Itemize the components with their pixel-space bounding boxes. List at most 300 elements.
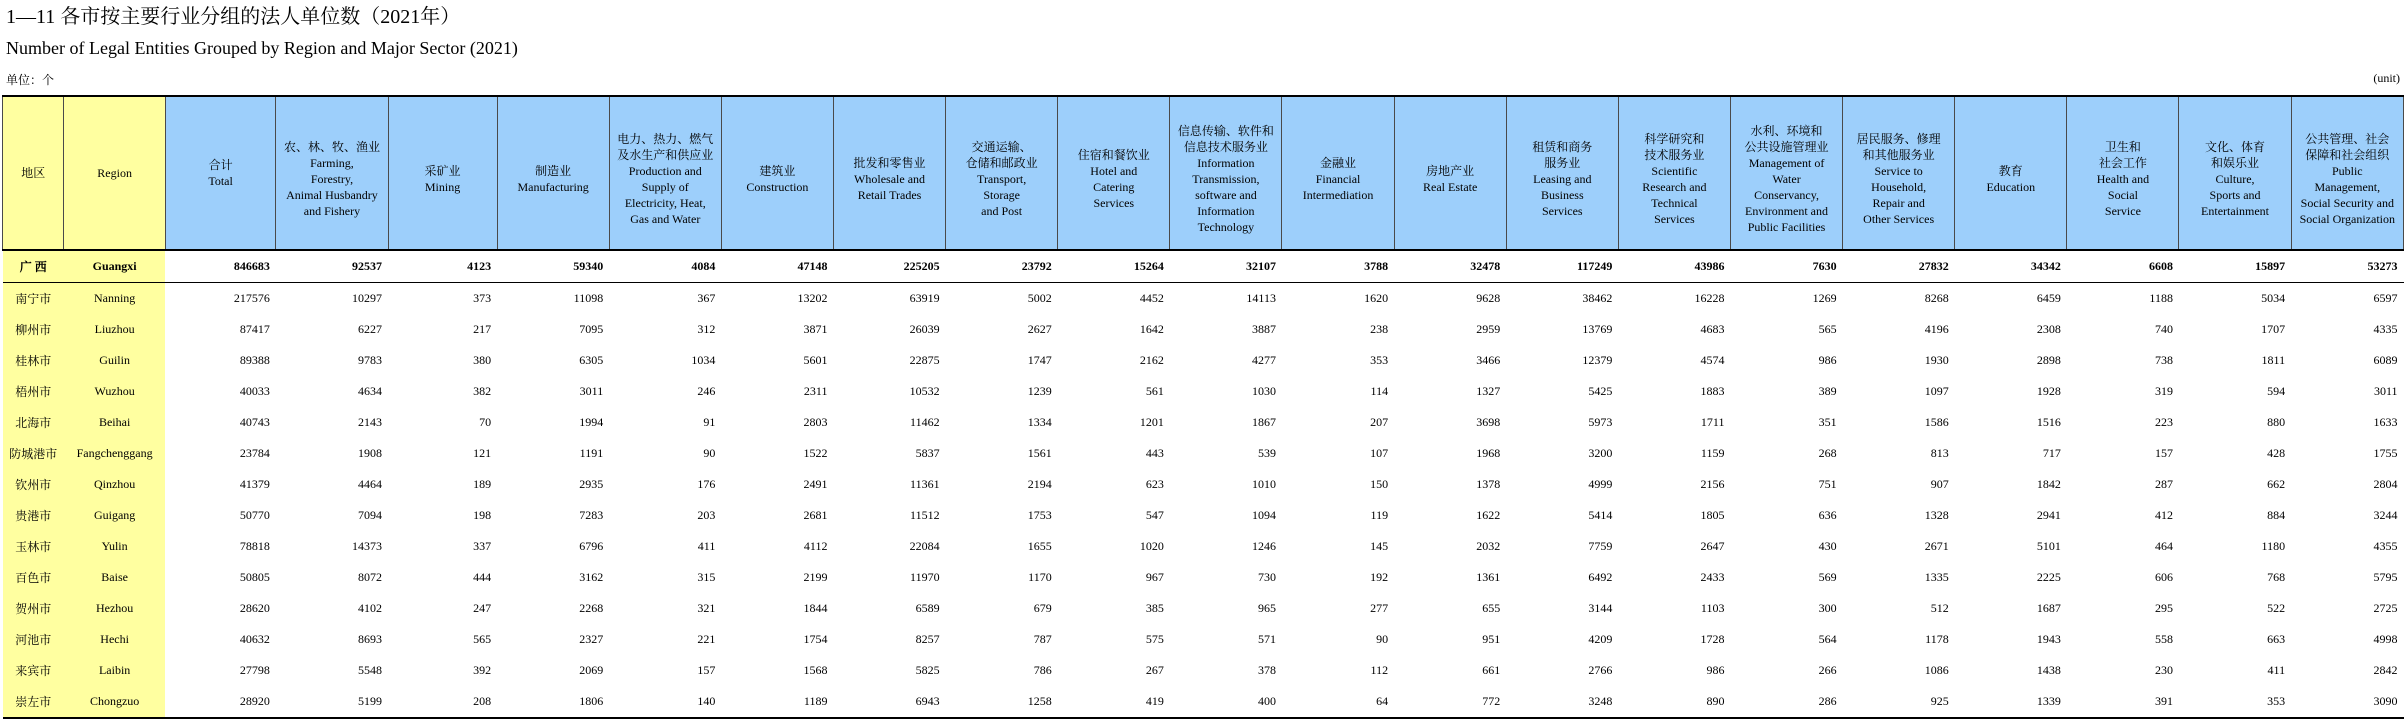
column-header-10 [1282,96,1394,250]
value-cell: 385 [1145,601,1164,615]
value-cell: 198 [473,508,492,522]
value-cell: 3011 [2373,384,2398,398]
value-cell: 655 [1482,601,1501,615]
value-cell: 5795 [2373,570,2398,584]
column-header-line: 信息传输、软件和 [1177,124,1274,138]
value-cell: 7283 [579,508,604,522]
value-cell: 786 [1033,663,1052,677]
value-cell: 5601 [803,353,828,367]
column-header-line: Hotel and [1090,164,1138,178]
column-header-3 [497,96,609,250]
column-header-line: Conservancy, [1754,188,1819,202]
value-cell: 223 [2154,415,2173,429]
value-cell: 6943 [833,686,945,718]
column-header-line: Culture, [2215,172,2255,186]
value-cell: 8072 [358,570,383,584]
value-cell: 203 [697,508,716,522]
value-cell: 217576 [233,291,270,305]
value-cell: 373 [473,291,492,305]
column-header-line: Service [2104,204,2141,218]
value-cell: 3200 [1588,446,1613,460]
value-cell: 2941 [2036,508,2061,522]
value-cell: 3871 [803,322,828,336]
table-row [3,283,2404,315]
value-cell: 1968 [1476,446,1501,460]
column-header-line: Management of [1748,156,1825,170]
value-cell: 34342 [1955,250,2067,283]
value-cell: 114 [1370,384,1389,398]
value-cell: 13769 [1582,322,1613,336]
column-header-line: Real Estate [1423,180,1478,194]
column-header-line: Business [1540,188,1584,202]
value-cell: 6459 [2036,291,2061,305]
value-cell: 64 [1282,686,1394,718]
column-header-12 [1506,96,1618,250]
value-cell: 4112 [803,539,828,553]
value-cell: 1239 [1027,384,1052,398]
value-cell: 661 [1482,663,1501,677]
value-cell: 1189 [721,686,833,718]
table-row [3,438,2404,469]
region-name-cn: 河池市 [3,624,64,655]
value-cell: 1335 [1924,570,1949,584]
column-header-line: 制造业 [535,164,572,178]
value-cell: 1170 [1028,570,1052,584]
value-cell: 564 [1818,632,1837,646]
value-cell: 1753 [1027,508,1052,522]
region-name-en: Guigang [64,500,165,531]
column-header-line: Services [1541,204,1583,218]
value-cell: 419 [1058,686,1170,718]
value-cell: 287 [2154,477,2173,491]
value-cell: 7759 [1588,539,1613,553]
value-cell: 267 [1145,663,1164,677]
value-cell: 351 [1818,415,1837,429]
value-cell: 986 [1706,663,1725,677]
column-header-line: 电力、热力、燃气 [617,132,714,146]
value-cell: 40033 [239,384,270,398]
value-cell: 11512 [910,508,940,522]
value-cell: 813 [1930,446,1949,460]
value-cell: 2311 [803,384,828,398]
value-cell: 41379 [239,477,270,491]
region-name-cn: 北海市 [3,407,64,438]
value-cell: 312 [697,322,716,336]
column-header-line: 居民服务、修理 [1856,132,1941,146]
column-header-line: Information [1197,204,1255,218]
region-name-en: Beihai [64,407,165,438]
value-cell: 378 [1257,663,1276,677]
value-cell: 444 [473,570,492,584]
value-cell: 247 [473,601,492,615]
column-header-line: 和其他服务业 [1862,148,1935,162]
value-cell: 225205 [833,250,945,283]
value-cell: 1188 [2149,291,2173,305]
column-header-line: Water [1772,172,1801,186]
column-header-line: Research and [1642,180,1707,194]
value-cell: 92537 [276,250,388,283]
column-header-line: 和娱乐业 [2211,156,2260,170]
region-name-en: Laibin [64,655,165,686]
value-cell: 150 [1370,477,1389,491]
value-cell: 717 [2042,446,2061,460]
value-cell: 50805 [239,570,270,584]
value-cell: 91 [703,415,716,429]
value-cell: 3144 [1588,601,1613,615]
value-cell: 2627 [1027,322,1052,336]
region-name-en: Liuzhou [64,314,165,345]
value-cell: 1642 [1139,322,1164,336]
value-cell: 119 [1370,508,1389,522]
value-cell: 28920 [165,686,276,718]
value-cell: 14373 [352,539,383,553]
value-cell: 738 [2154,353,2173,367]
value-cell: 5414 [1588,508,1613,522]
table-row [3,593,2404,624]
value-cell: 4102 [358,601,383,615]
legal-entities-table [2,95,2404,719]
value-cell: 1201 [1139,415,1164,429]
value-cell: 1867 [1251,415,1276,429]
column-header-line: 科学研究和 [1644,132,1705,146]
value-cell: 751 [1818,477,1837,491]
value-cell: 207 [1370,415,1389,429]
table-row [3,376,2404,407]
value-cell: 2308 [2036,322,2061,336]
value-cell: 1883 [1700,384,1725,398]
value-cell: 1805 [1700,508,1725,522]
region-name-cn: 玉林市 [3,531,64,562]
column-header-line: 住宿和餐饮业 [1077,148,1150,162]
value-cell: 1568 [803,663,828,677]
value-cell: 1191 [579,446,604,460]
region-name-cn: 百色市 [3,562,64,593]
value-cell: 43986 [1618,250,1730,283]
value-cell: 315 [697,570,716,584]
value-cell: 1811 [2261,353,2286,367]
value-cell: 4277 [1251,353,1276,367]
column-header-line: Intermediation [1302,188,1374,202]
value-cell: 464 [2154,539,2173,553]
column-header-line: Public Facilities [1747,220,1826,234]
value-cell: 1707 [2261,322,2286,336]
column-header-line: Repair and [1872,196,1925,210]
value-cell: 3244 [2373,508,2398,522]
column-header-line: Household, [1871,180,1927,194]
value-cell: 221 [697,632,716,646]
value-cell: 4355 [2373,539,2398,553]
value-cell: 636 [1818,508,1837,522]
column-header-line: Education [1986,180,2036,194]
value-cell: 2194 [1027,477,1052,491]
table-row [3,531,2404,562]
column-header-line: 技术服务业 [1644,148,1705,162]
table-body [3,250,2404,718]
value-cell: 5199 [276,686,388,718]
value-cell: 63919 [909,291,940,305]
value-cell: 1687 [2036,601,2061,615]
value-cell: 846683 [165,250,276,283]
column-header-line: 文化、体育 [2205,140,2266,154]
column-header-9 [1170,96,1282,250]
value-cell: 1258 [946,686,1058,718]
column-header-line: Other Services [1863,212,1935,226]
value-cell: 1586 [1924,415,1949,429]
value-cell: 1806 [497,686,609,718]
value-cell: 539 [1257,446,1276,460]
value-cell: 38462 [1582,291,1613,305]
value-cell: 27798 [239,663,270,677]
value-cell: 23784 [239,446,270,460]
value-cell: 4084 [609,250,721,283]
value-cell: 9628 [1476,291,1501,305]
column-header-4 [609,96,721,250]
value-cell: 6796 [579,539,604,553]
value-cell: 565 [1818,322,1837,336]
column-header-line: Management, [2314,180,2381,194]
value-cell: 6305 [579,353,604,367]
value-cell: 2225 [2036,570,2061,584]
value-cell: 22875 [909,353,940,367]
value-cell: 2491 [803,477,828,491]
value-cell: 217 [473,322,492,336]
value-cell: 87417 [239,322,270,336]
column-header-line: Animal Husbandry [286,188,378,202]
value-cell: 59340 [497,250,609,283]
value-cell: 951 [1482,632,1501,646]
column-header-line: 租赁和商务 [1532,140,1593,154]
value-cell: 5548 [358,663,383,677]
value-cell: 4123 [388,250,497,283]
table-row [3,624,2404,655]
value-cell: 1994 [579,415,604,429]
value-cell: 925 [1843,686,1955,718]
value-cell: 268 [1818,446,1837,460]
region-name-cn: 来宾市 [3,655,64,686]
column-header-line: 水利、环境和 [1750,124,1823,138]
value-cell: 2647 [1700,539,1725,553]
value-cell: 4683 [1700,322,1725,336]
value-cell: 4574 [1700,353,1725,367]
value-cell: 571 [1257,632,1276,646]
value-cell: 53273 [2291,250,2403,283]
value-cell: 47148 [721,250,833,283]
value-cell: 2268 [579,601,604,615]
region-name-cn: 梧州市 [3,376,64,407]
column-header-line: 交通运输、 [971,140,1032,154]
value-cell: 1655 [1027,539,1052,553]
value-cell: 277 [1370,601,1389,615]
value-cell: 561 [1145,384,1164,398]
value-cell: 4209 [1588,632,1613,646]
value-cell: 1097 [1924,384,1949,398]
column-header-line: Wholesale and [854,172,926,186]
value-cell: 884 [2267,508,2286,522]
value-cell: 266 [1818,663,1837,677]
value-cell: 27832 [1843,250,1955,283]
value-cell: 606 [2154,570,2173,584]
value-cell: 2766 [1588,663,1613,677]
value-cell: 9783 [358,353,383,367]
value-cell: 2162 [1139,353,1164,367]
value-cell: 1844 [803,601,828,615]
table-header-row [3,96,2404,250]
value-cell: 1755 [2373,446,2398,460]
column-header-line: Manufacturing [517,180,589,194]
column-header-line: Production and [628,164,702,178]
column-header-line: and Fishery [303,204,361,218]
value-cell: 5034 [2261,291,2286,305]
value-cell: 7094 [358,508,383,522]
value-cell: 8693 [358,632,383,646]
value-cell: 382 [473,384,492,398]
region-name-en: Baise [64,562,165,593]
column-header-line: Social [2107,188,2138,202]
value-cell: 1030 [1251,384,1276,398]
value-cell: 1010 [1251,477,1276,491]
column-header-line: 信息技术服务业 [1183,140,1268,154]
column-header-line: 卫生和 [2104,140,2141,154]
value-cell: 1930 [1924,353,1949,367]
value-cell: 2935 [579,477,604,491]
value-cell: 23792 [946,250,1058,283]
value-cell: 5973 [1588,415,1613,429]
value-cell: 965 [1257,601,1276,615]
region-name-en: Yulin [64,531,165,562]
value-cell: 3466 [1476,353,1501,367]
value-cell: 6589 [915,601,940,615]
column-header-11 [1394,96,1506,250]
table-row [3,314,2404,345]
value-cell: 321 [697,601,716,615]
value-cell: 2199 [803,570,828,584]
column-header-13 [1618,96,1730,250]
value-cell: 1747 [1027,353,1052,367]
column-header-line: 合计 [208,158,233,172]
value-cell: 1180 [2261,539,2286,553]
value-cell: 6227 [358,322,383,336]
value-cell: 117249 [1506,250,1618,283]
value-cell: 2433 [1700,570,1725,584]
value-cell: 1086 [1924,663,1949,677]
value-cell: 3248 [1506,686,1618,718]
table-row [3,345,2404,376]
value-cell: 11098 [573,291,604,305]
region-name-cn: 贺州市 [3,593,64,624]
value-cell: 26039 [909,322,940,336]
value-cell: 246 [697,384,716,398]
value-cell: 389 [1818,384,1837,398]
value-cell: 90 [1376,632,1389,646]
value-cell: 15897 [2179,250,2291,283]
region-name-cn: 崇左市 [3,686,64,718]
column-header-line: Information [1197,156,1255,170]
column-header-line: 批发和零售业 [853,156,926,170]
value-cell: 558 [2154,632,2173,646]
region-name-en: Hechi [64,624,165,655]
column-header-line: Storage [983,188,1020,202]
region-name-cn: 贵港市 [3,500,64,531]
value-cell: 740 [2154,322,2173,336]
value-cell: 3887 [1251,322,1276,336]
table-row [3,407,2404,438]
value-cell: 189 [473,477,492,491]
value-cell: 6608 [2067,250,2179,283]
value-cell: 787 [1033,632,1052,646]
value-cell: 50770 [239,508,270,522]
value-cell: 4998 [2373,632,2398,646]
value-cell: 1327 [1476,384,1501,398]
value-cell: 8257 [915,632,940,646]
column-header-line: Transport, [977,172,1027,186]
column-header-18 [2179,96,2291,250]
value-cell: 512 [1930,601,1949,615]
value-cell: 6492 [1588,570,1613,584]
value-cell: 1622 [1476,508,1501,522]
value-cell: 2804 [2373,477,2398,491]
value-cell: 32478 [1394,250,1506,283]
value-cell: 10532 [909,384,940,398]
column-header-line: Supply of [641,180,689,194]
value-cell: 4335 [2373,322,2398,336]
column-header-line: Gas and Water [630,212,701,226]
value-cell: 22084 [909,539,940,553]
unit-label-cn: 单位：个 [6,73,55,87]
region-name-en: Guangxi [64,250,165,283]
value-cell: 772 [1394,686,1506,718]
value-cell: 2671 [1924,539,1949,553]
column-header-line: 服务业 [1544,156,1581,170]
column-header-15 [1843,96,1955,250]
column-header-line: 房地产业 [1426,164,1475,178]
value-cell: 2069 [579,663,604,677]
value-cell: 411 [2267,663,2286,677]
region-cn-header: 地区 [3,96,64,250]
value-cell: 4999 [1588,477,1613,491]
value-cell: 662 [2267,477,2286,491]
value-cell: 5837 [915,446,940,460]
column-header-line: Farming, [310,156,354,170]
value-cell: 1378 [1476,477,1501,491]
value-cell: 121 [473,446,492,460]
value-cell: 2143 [358,415,383,429]
value-cell: 1620 [1364,291,1389,305]
value-cell: 353 [1370,353,1389,367]
value-cell: 157 [2154,446,2173,460]
value-cell: 907 [1930,477,1949,491]
column-header-line: Technical [1651,196,1698,210]
value-cell: 1269 [1812,291,1837,305]
column-header-line: 金融业 [1320,156,1357,170]
unit-label-en: (unit) [2373,71,2400,85]
column-header-line: Services [1654,212,1695,226]
column-header-16 [1955,96,2067,250]
value-cell: 11462 [910,415,940,429]
value-cell: 2959 [1476,322,1501,336]
value-cell: 1728 [1700,632,1725,646]
value-cell: 411 [697,539,716,553]
column-header-line: Electricity, Heat, [624,196,706,210]
column-header-line: and Post [981,204,1023,218]
value-cell: 238 [1370,322,1389,336]
value-cell: 295 [2154,601,2173,615]
value-cell: 367 [697,291,716,305]
region-name-en: Chongzuo [64,686,165,718]
table-row [3,655,2404,686]
value-cell: 90 [703,446,716,460]
column-header-line: Social Organization [2299,212,2395,226]
table-row [3,500,2404,531]
